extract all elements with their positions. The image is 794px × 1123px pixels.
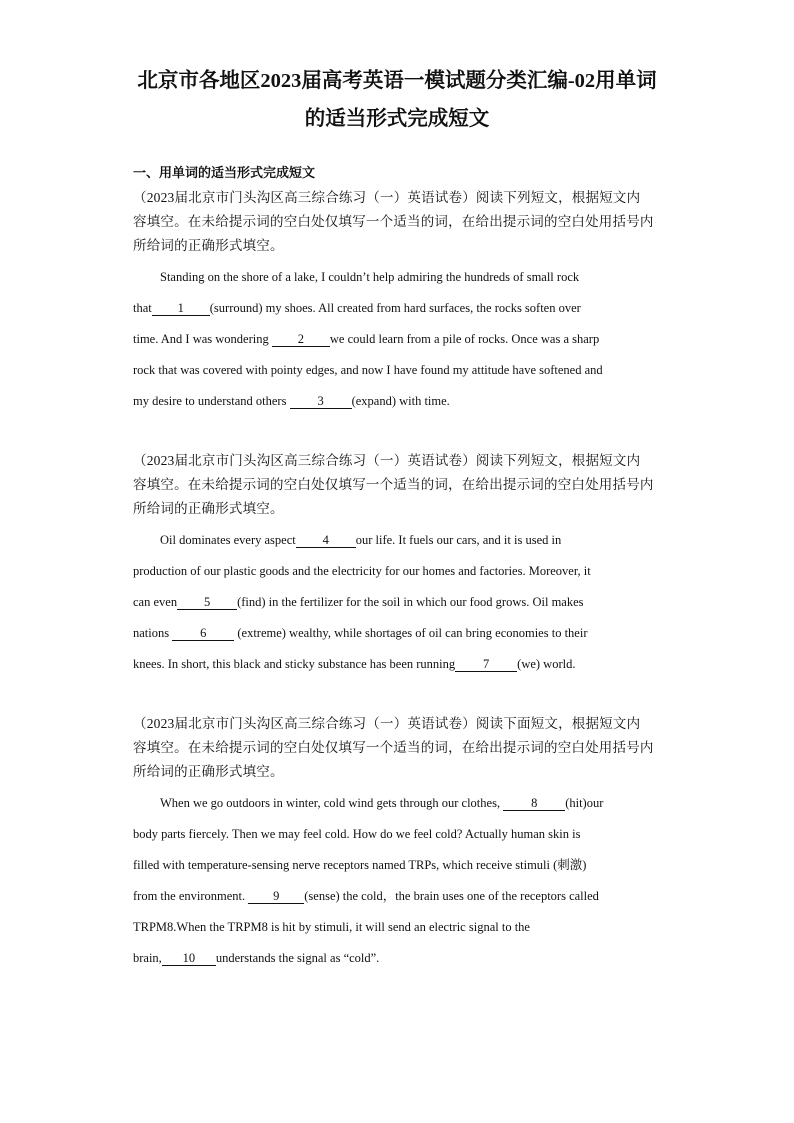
answer-blank-9[interactable]: 9: [248, 889, 304, 904]
instruction-line: 所给词的正确形式填空。: [133, 501, 284, 516]
passage-text: (find) in the fertilizer for the soil in which our food grows. Oil makes: [237, 595, 584, 609]
passage-line: [133, 587, 661, 618]
passage-text: we could learn from a pile of rocks. Once was a sharp: [329, 332, 600, 346]
answer-blank-8[interactable]: 8: [503, 796, 565, 811]
answer-blank-4[interactable]: 4: [296, 533, 356, 548]
passage-line: [133, 788, 661, 819]
passage-line: [133, 819, 661, 850]
passage-text: filled with temperature-sensing nerve receptors named TRPs, which receive stimuli (刺激): [133, 858, 587, 872]
passage-text: body parts fiercely. Then we may feel cold. How do we feel cold? Actually human skin is: [133, 827, 581, 841]
document-page: [133, 62, 661, 974]
answer-blank-5[interactable]: 5: [177, 595, 237, 610]
passage-line: [133, 324, 661, 355]
exercise-blocks: [133, 186, 661, 974]
instruction-line: （2023届北京市门头沟区高三综合练习（一）英语试卷）阅读下面短文，根据短文内: [133, 716, 641, 731]
passage-text: that: [133, 301, 152, 315]
answer-blank-3[interactable]: 3: [290, 394, 352, 409]
passage-text: Oil dominates every aspect: [160, 533, 296, 547]
passage-text: nations: [133, 626, 173, 640]
exercise-instruction: [133, 449, 661, 521]
passage-text: knees. In short, this black and sticky substance has been running: [133, 657, 456, 671]
passage-text: (we) world.: [517, 657, 576, 671]
passage-text: our life. It fuels our cars, and it is used in: [355, 533, 562, 547]
passage-line: [133, 386, 661, 417]
passage-line: [133, 556, 661, 587]
title-line-1: 北京市各地区2023届高考英语一模试题分类汇编-02用单词: [137, 70, 657, 92]
passage-text: brain,: [133, 951, 162, 965]
passage-text: Standing on the shore of a lake, I couldn’t help admiring the hundreds of small rock: [160, 270, 580, 284]
passage-text: understands the signal as “cold”.: [215, 951, 380, 965]
passage-text: TRPM8.When the TRPM8 is hit by stimuli, it will send an electric signal to the: [133, 920, 530, 934]
passage-text: (sense) the cold，the brain uses one of the receptors called: [304, 889, 599, 903]
exercise-instruction: [133, 712, 661, 784]
exercise-instruction: [133, 186, 661, 258]
passage-line: [133, 943, 661, 974]
passage-text: (surround) my shoes. All created from hard surfaces, the rocks soften over: [209, 301, 581, 315]
answer-blank-10[interactable]: 10: [162, 951, 216, 966]
passage-line: [133, 525, 661, 556]
instruction-line: （2023届北京市门头沟区高三综合练习（一）英语试卷）阅读下列短文，根据短文内: [133, 190, 641, 205]
passage-text: rock that was covered with pointy edges, and now I have found my attitude have softened and: [133, 363, 603, 377]
passage-text: (extreme) wealthy, while shortages of oil can bring economies to their: [234, 626, 588, 640]
section-heading: 一、用单词的适当形式完成短文: [133, 165, 316, 180]
exercise-block: [133, 449, 661, 680]
passage-line: [133, 649, 661, 680]
document-title: [133, 62, 661, 138]
passage-line: [133, 912, 661, 943]
passage-line: [133, 881, 661, 912]
passage-text: (hit)our: [565, 796, 604, 810]
instruction-line: 所给词的正确形式填空。: [133, 764, 284, 779]
passage-text: When we go outdoors in winter, cold wind gets through our clothes,: [160, 796, 504, 810]
answer-blank-7[interactable]: 7: [455, 657, 517, 672]
exercise-block: [133, 712, 661, 974]
answer-blank-6[interactable]: 6: [172, 626, 234, 641]
passage-text: my desire to understand others: [133, 394, 290, 408]
passage-line: [133, 618, 661, 649]
passage-line: [133, 293, 661, 324]
passage-line: [133, 355, 661, 386]
passage-text: from the environment.: [133, 889, 249, 903]
instruction-line: 容填空。在未给提示词的空白处仅填写一个适当的词，在给出提示词的空白处用括号内: [133, 477, 654, 492]
passage-text: can even: [133, 595, 178, 609]
instruction-line: 容填空。在未给提示词的空白处仅填写一个适当的词，在给出提示词的空白处用括号内: [133, 214, 654, 229]
title-line-2: 的适当形式完成短文: [304, 108, 490, 130]
exercise-block: [133, 186, 661, 417]
passage: [133, 788, 661, 974]
instruction-line: （2023届北京市门头沟区高三综合练习（一）英语试卷）阅读下列短文，根据短文内: [133, 453, 641, 468]
answer-blank-1[interactable]: 1: [152, 301, 210, 316]
passage-line: [133, 850, 661, 881]
passage-line: [133, 262, 661, 293]
passage-text: (expand) with time.: [351, 394, 450, 408]
answer-blank-2[interactable]: 2: [272, 332, 330, 347]
instruction-line: 容填空。在未给提示词的空白处仅填写一个适当的词，在给出提示词的空白处用括号内: [133, 740, 654, 755]
passage-text: production of our plastic goods and the electricity for our homes and factories. Moreover, it: [133, 564, 591, 578]
passage-text: time. And I was wondering: [133, 332, 272, 346]
passage: [133, 525, 661, 680]
instruction-line: 所给词的正确形式填空。: [133, 238, 284, 253]
passage: [133, 262, 661, 417]
